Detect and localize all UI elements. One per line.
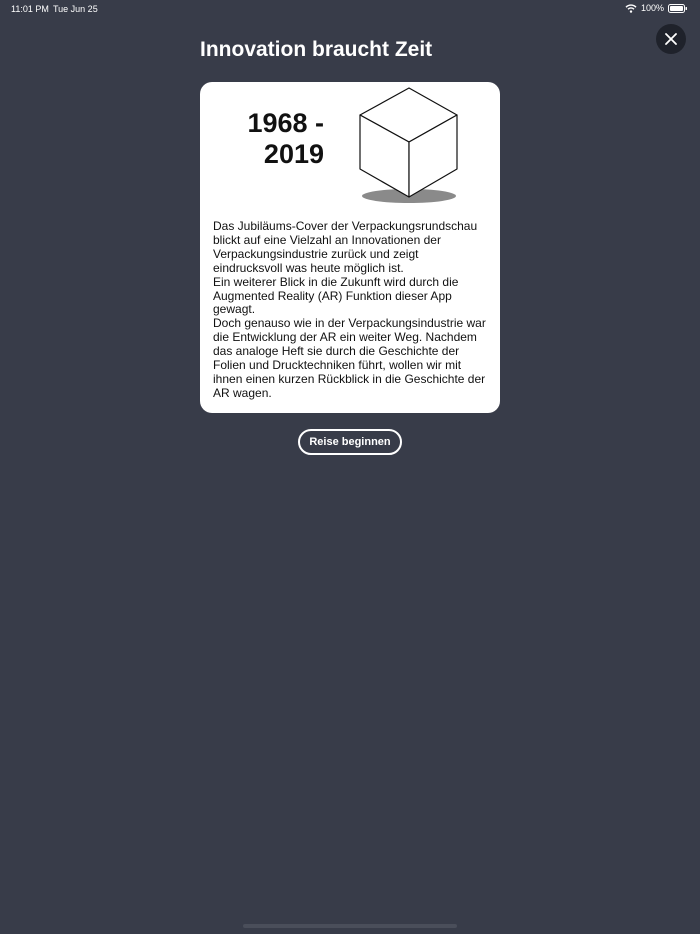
card-paragraph: Ein weiterer Blick in die Zukunft wird durch die Augmented Reality (AR) Funktion dieser App gewagt. [213,274,459,317]
status-date: Tue Jun 25 [53,4,98,14]
page-title: Innovation braucht Zeit [200,38,433,61]
card-paragraph: Doch genauso wie in der Verpackungsindustrie war die Entwicklung der AR ein weiter Weg. Nachdem das analoge Heft sie durch die Geschichte der Folien und Drucktechniken führt, wollen wir mit ihnen einen kurzen Rückblick in die Geschichte der AR wagen. [213,316,486,400]
battery-percentage: 100% [640,3,664,13]
year-range [222,108,324,170]
cube-icon [356,85,466,207]
card-description [213,220,491,401]
year-end: 2019 [263,139,324,169]
wifi-icon [625,4,637,13]
info-card [200,82,500,413]
battery-icon [668,4,688,13]
close-icon [665,33,677,45]
status-bar [0,0,700,18]
status-time: 11:01 PM [11,4,49,14]
year-start: 1968 - [247,108,324,138]
home-indicator [243,924,457,928]
start-journey-button[interactable]: Reise beginnen [298,429,402,455]
card-paragraph: Das Jubiläums-Cover der Verpackungsrundschau blickt auf eine Vielzahl an Innovationen der Verpackungsindustrie zurück und zeigt eindrucksvoll was heute möglich ist. [213,219,478,275]
close-button[interactable] [656,24,686,54]
status-indicators [625,3,688,13]
